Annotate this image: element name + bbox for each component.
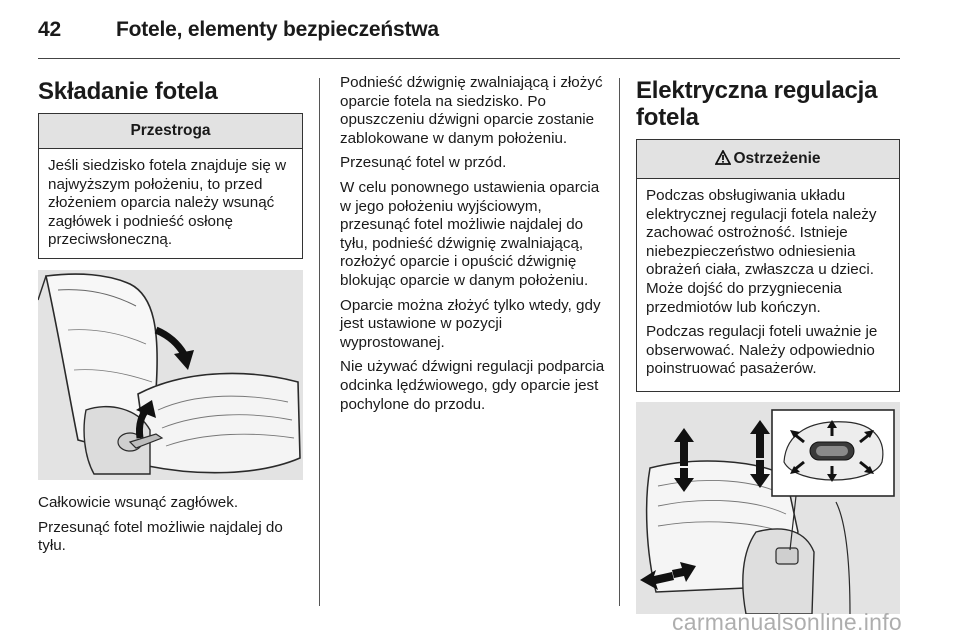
electric-seat-illustration xyxy=(636,402,900,614)
caution-text: Jeśli siedzisko fotela znajduje się w najwyższym położeniu, to przed złożeniem oparcia należy wsunąć zagłówek i podnieść osłonę przeciwsłoneczną. xyxy=(48,157,287,249)
warning-paragraph-1: Podczas obsługiwania układu elektrycznej regulacji fotela należy zachować ostrożność. Istnieje niebezpieczeństwo odniesienia obrażeń ciała, zwłaszcza u dzieci. Może dojść do przygniecenia przedmiotów lub kończyn. xyxy=(646,187,877,316)
warning-title: Ostrzeżenie xyxy=(733,150,821,167)
seat-fold-illustration xyxy=(38,270,303,480)
warning-paragraph-2: Podczas regulacji foteli uważnie je obserwować. Należy odpowiednio poinstruować pasażerów. xyxy=(646,323,878,378)
column-divider-1 xyxy=(319,78,320,606)
page-header xyxy=(38,18,439,42)
col2-paragraph-4: Oparcie można złożyć tylko wtedy, gdy jest ustawione w pozycji wyprostowanej. xyxy=(340,296,601,351)
instruction-move-back: Przesunąć fotel możliwie najdalej do tyłu. xyxy=(38,518,283,555)
section-heading-folding: Składanie fotela xyxy=(38,78,218,105)
column-2 xyxy=(340,74,605,420)
col2-paragraph-2: Przesunąć fotel w przód. xyxy=(340,154,507,172)
column-1 xyxy=(38,74,303,562)
column-3 xyxy=(636,74,900,614)
warning-header xyxy=(637,140,899,179)
instruction-headrest: Całkowicie wsunąć zagłówek. xyxy=(38,493,239,511)
section-heading-electric xyxy=(636,77,900,131)
heading-line-2: fotela xyxy=(636,104,699,131)
col2-paragraph-3: W celu ponownego ustawienia oparcia w jego położeniu wyjściowym, przesunąć fotel możliwie najdalej do tyłu, podnieść dźwignię zwalniającą, rozłożyć oparcie i opuścić dźwignię blokując oparcie w danym położeniu. xyxy=(340,178,600,289)
heading-line-1: Elektryczna regulacja xyxy=(636,77,878,104)
watermark-text: carmanualsonline.info xyxy=(671,609,902,635)
page-title: Fotele, elementy bezpieczeństwa xyxy=(116,18,439,41)
warning-triangle-icon xyxy=(715,142,731,180)
seat-fold-drawing xyxy=(38,270,303,480)
caution-title: Przestroga xyxy=(39,114,302,149)
header-rule xyxy=(38,58,900,59)
col2-paragraph-5: Nie używać dźwigni regulacji podparcia odcinka lędźwiowego, gdy oparcie jest pochylone do przodu. xyxy=(340,358,605,413)
page-number: 42 xyxy=(38,18,61,41)
col2-paragraph-1: Podnieść dźwignię zwalniającą i złożyć oparcie fotela na siedzisko. Po opuszczeniu dźwigni oparcie zostanie zablokowane w danym położeniu. xyxy=(340,74,603,147)
electric-seat-drawing xyxy=(636,402,900,614)
caution-box xyxy=(38,113,303,259)
warning-box xyxy=(636,139,900,392)
column-divider-2 xyxy=(619,78,620,606)
